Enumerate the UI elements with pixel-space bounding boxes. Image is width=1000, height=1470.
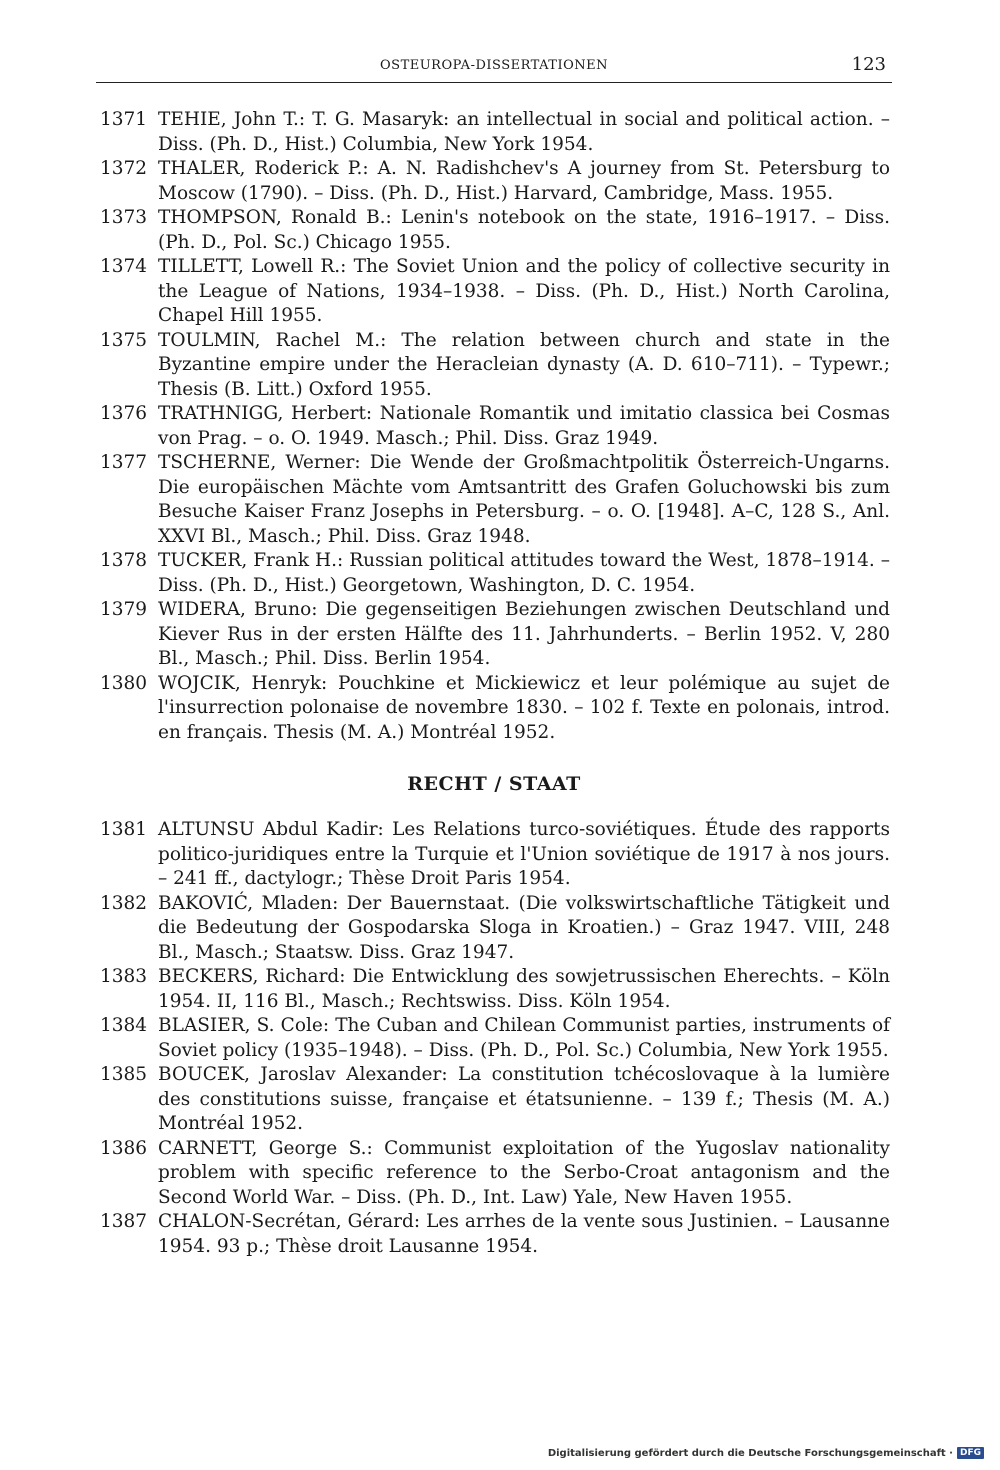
list-item [96,1137,896,1211]
entry-number: 1381 [100,819,148,840]
entry-text: CHALON-Secrétan, Gérard: Les arrhes de la vente sous Justinien. – Lausanne 1954. 93 p.; Thèse droit Lausanne 1954. [158,1211,890,1257]
entry-number: 1371 [100,109,148,130]
list-item [96,451,896,549]
entry-text: TUCKER, Frank H.: Russian political attitudes toward the West, 1878–1914. – Diss. (Ph. D., Hist.) Georgetown, Washington, D. C. 1954. [158,550,890,596]
list-item [96,329,896,403]
entry-text: WOJCIK, Henryk: Pouchkine et Mickiewicz et leur polémique au sujet de l'insurrection polonaise de novembre 1830. – 102 f. Texte en polonais, introd. en français. Thesis (M. A.) Montréal 1952. [158,672,890,743]
entry-text: TILLETT, Lowell R.: The Soviet Union and the policy of collective security in the League of Nations, 1934–1938. – Diss. (Ph. D., Hist.) North Carolina, Chapel Hill 1955. [158,256,890,326]
entry-list-bottom [96,818,896,1259]
list-item [96,255,896,329]
list-item [96,892,896,966]
entry-number: 1379 [100,599,148,620]
list-item [96,1063,896,1137]
entry-number: 1374 [100,256,148,277]
list-item [96,108,896,157]
entry-number: 1373 [100,207,148,228]
entry-number: 1372 [100,158,148,179]
list-item [96,402,896,451]
list-item [96,206,896,255]
running-head: OSTEUROPA-DISSERTATIONEN [380,58,608,73]
entry-text: WIDERA, Bruno: Die gegenseitigen Beziehungen zwischen Deutschland und Kiever Rus in der ersten Hälfte des 11. Jahrhunderts. – Berlin 1952. V, 280 Bl., Masch.; Phil. Diss. Berlin 1954. [158,599,890,669]
list-item [96,965,896,1014]
entry-text: TRATHNIGG, Herbert: Nationale Romantik und imitatio classica bei Cosmas von Prag. – o. O. 1949. Masch.; Phil. Diss. Graz 1949. [158,403,890,449]
entry-text: BLASIER, S. Cole: The Cuban and Chilean Communist parties, instruments of Soviet policy (1935–1948). – Diss. (Ph. D., Pol. Sc.) Columbia, New York 1955. [158,1015,890,1061]
entry-number: 1375 [100,329,148,351]
entry-text: BOUCEK, Jaroslav Alexander: La constitution tchécoslovaque à la lumière des constitutions suisse, française et étatsunienne. – 139 f.; Thesis (M. A.) Montréal 1952. [158,1064,890,1134]
entry-text: CARNETT, George S.: Communist exploitation of the Yugoslav nationality problem with specific reference to the Serbo-Croat antagonism and the Second World War. – Diss. (Ph. D., Int. Law) Yale, New Haven 1955. [158,1137,890,1208]
entry-number: 1376 [100,403,148,424]
entry-number: 1378 [100,550,148,571]
list-item [96,157,896,206]
entry-number: 1386 [100,1137,148,1159]
list-item [96,672,896,746]
entry-text: THALER, Roderick P.: A. N. Radishchev's A journey from St. Petersburg to Moscow (1790). – Diss. (Ph. D., Hist.) Harvard, Cambridge, Mass. 1955. [158,158,890,204]
entry-list-top [96,108,896,745]
dfg-logo: DFG [957,1447,984,1459]
footer-text: Digitalisierung gefördert durch die Deutsche Forschungsgemeinschaft · [547,1447,953,1459]
entry-text: BAKOVIĆ, Mladen: Der Bauernstaat. (Die volkswirtschaftliche Tätigkeit und die Bedeutung der Gospodarska Sloga in Kroatien.) – Graz 1947. VIII, 248 Bl., Masch.; Staatsw. Diss. Graz 1947. [158,892,890,963]
list-item [96,1014,896,1063]
entry-text: ALTUNSU Abdul Kadir: Les Relations turco-soviétiques. Étude des rapports politico-juridiques entre la Turquie et l'Union soviétique de 1917 à nos jours. – 241 ff., dactylogr.; Thèse Droit Paris 1954. [158,819,890,889]
list-item [96,598,896,672]
entry-number: 1385 [100,1064,148,1085]
entry-text: TSCHERNE, Werner: Die Wende der Großmachtpolitik Österreich-Ungarns. Die europäischen Mächte vom Amtsantritt des Grafen Goluchowski bis zum Besuche Kaiser Franz Josephs in Petersburg. – o. O. [1948]. A–C, 128 S., Anl. XXVI Bl., Masch.; Phil. Diss. Graz 1948. [158,452,890,547]
list-item [96,818,896,892]
page-header [96,56,892,83]
entry-text: THOMPSON, Ronald B.: Lenin's notebook on the state, 1916–1917. – Diss. (Ph. D., Pol. Sc.) Chicago 1955. [158,207,890,253]
list-item [96,549,896,598]
entry-number: 1380 [100,672,148,694]
list-item [96,1210,896,1259]
entry-text: TOULMIN, Rachel M.: The relation between church and state in the Byzantine empire under the Heracleian dynasty (A. D. 610–711). – Typewr.; Thesis (B. Litt.) Oxford 1955. [158,329,890,400]
digitization-footer [548,1447,984,1459]
entry-number: 1383 [100,966,148,987]
entry-number: 1384 [100,1015,148,1036]
entry-text: TEHIE, John T.: T. G. Masaryk: an intellectual in social and political action. – Diss. (Ph. D., Hist.) Columbia, New York 1954. [158,109,890,155]
page-number: 123 [851,54,886,75]
section-heading: RECHT / STAAT [407,773,581,795]
entry-number: 1387 [100,1211,148,1232]
entry-number: 1377 [100,452,148,473]
entry-number: 1382 [100,892,148,914]
entry-text: BECKERS, Richard: Die Entwicklung des sowjetrussischen Eherechts. – Köln 1954. II, 116 Bl., Masch.; Rechtswiss. Diss. Köln 1954. [158,966,890,1012]
